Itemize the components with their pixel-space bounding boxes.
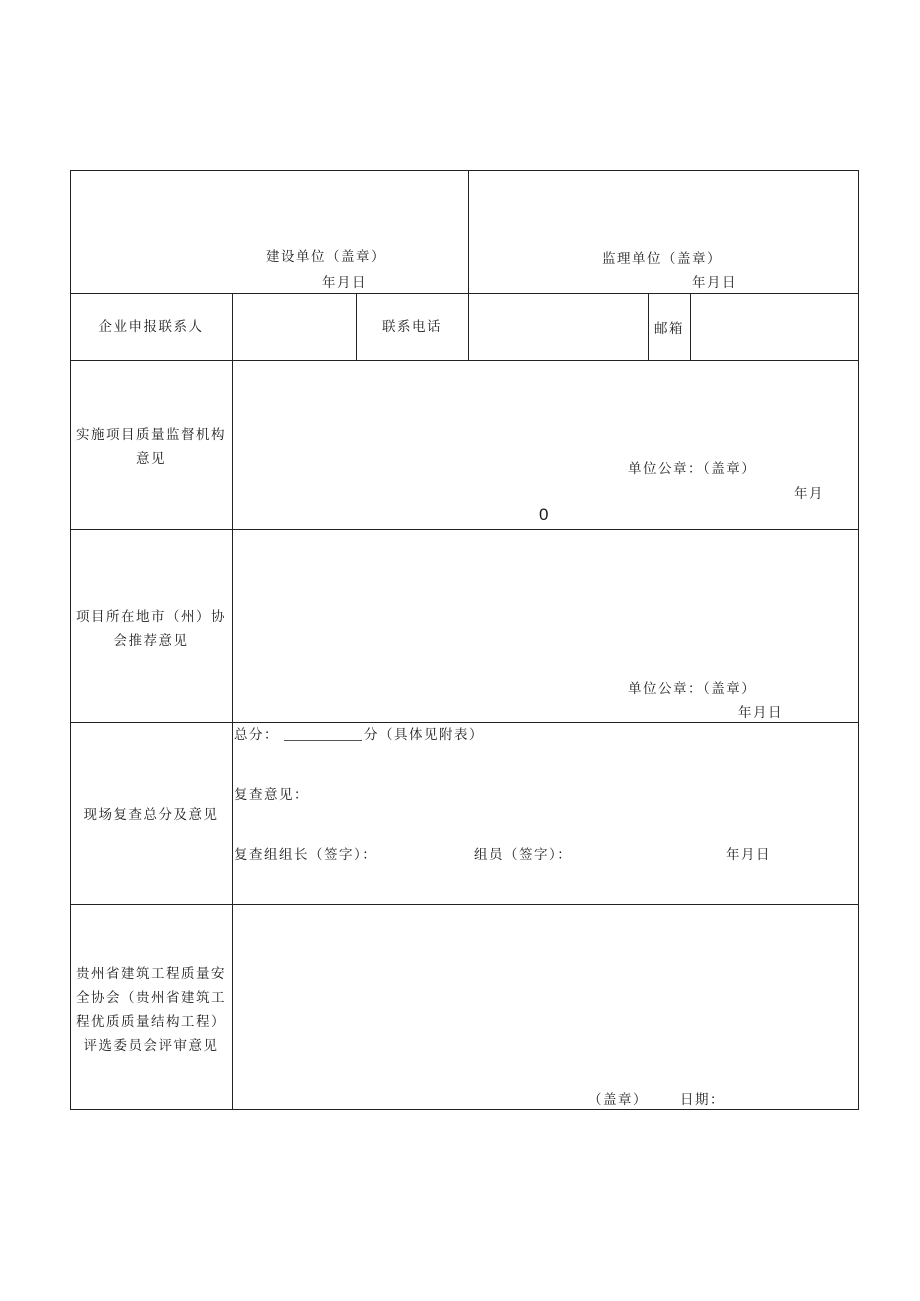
quality-office-date: 年月 (794, 486, 824, 502)
row-divider (70, 360, 859, 361)
row-divider (70, 293, 859, 294)
table-border-top (70, 170, 859, 171)
col-divider (232, 293, 233, 1110)
committee-label-line1: 贵州省建筑工程质量安 (76, 966, 226, 982)
city-assoc-stamp: 单位公章：（盖章） (628, 681, 757, 697)
row-divider (70, 904, 859, 905)
review-label: 现场复查总分及意见 (83, 807, 219, 823)
score-prefix: 总分： (234, 727, 279, 743)
city-assoc-date: 年月日 (738, 705, 783, 721)
committee-label-line2: 全协会（贵州省建筑工 (76, 990, 226, 1006)
phone-label: 联系电话 (382, 319, 442, 335)
quality-office-label-line1: 实施项目质量监督机构 (76, 427, 226, 443)
city-assoc-label-line1: 项目所在地市（州）协 (76, 609, 226, 625)
col-divider (468, 170, 469, 361)
contact-person-label: 企业申报联系人 (98, 319, 204, 335)
row-divider (70, 529, 859, 530)
table-border-right (858, 170, 859, 1110)
review-leader-signature: 复查组组长（签字）： (234, 847, 378, 863)
quality-office-number: 0 (539, 505, 549, 524)
row-divider (70, 722, 859, 723)
committee-stamp: （盖章） (588, 1092, 648, 1108)
supervisor-stamp-label: 监理单位（盖章） (602, 251, 722, 267)
builder-stamp-label: 建设单位（盖章） (266, 249, 386, 265)
builder-date: 年月日 (322, 275, 367, 291)
col-divider (690, 293, 691, 361)
quality-office-label-line2: 意见 (136, 451, 166, 467)
committee-label-line4: 评选委员会评审意见 (83, 1038, 219, 1054)
city-assoc-label-line2: 会推荐意见 (113, 633, 189, 649)
review-date: 年月日 (726, 847, 771, 863)
committee-label-line3: 程优质质量结构工程） (76, 1014, 226, 1030)
review-member-signature: 组员（签字）： (474, 847, 573, 863)
score-suffix: 分（具体见附表） (364, 727, 484, 743)
committee-date-label: 日期： (680, 1092, 725, 1108)
table-border-bottom (70, 1109, 859, 1110)
email-label: 邮箱 (654, 321, 684, 337)
review-opinion-label: 复查意见： (234, 787, 309, 803)
supervisor-date: 年月日 (692, 275, 737, 291)
score-blank-line[interactable] (284, 740, 362, 741)
quality-office-stamp: 单位公章：（盖章） (628, 461, 757, 477)
